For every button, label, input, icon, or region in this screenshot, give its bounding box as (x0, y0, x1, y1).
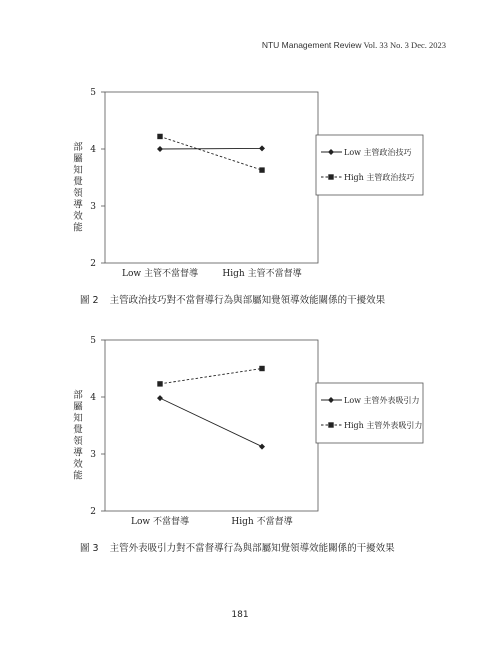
series-line-high (160, 369, 262, 384)
legend-label: Low 主管外表吸引力 (344, 396, 420, 405)
legend-box (316, 135, 423, 195)
series-line-low (160, 398, 262, 446)
x-category-label: Low 主管不當督導 (122, 269, 198, 279)
figure-2-svg (0, 80, 480, 280)
figure-3-svg (0, 328, 480, 528)
legend-marker-square (328, 422, 333, 427)
x-category-label: High 不當督導 (231, 517, 293, 527)
running-header (262, 40, 446, 50)
figure-2-caption (80, 292, 385, 306)
y-tick-label: 2 (90, 259, 96, 269)
figure-2-chart (0, 80, 480, 280)
journal-volume: Vol. 33 No. 3 Dec. 2023 (363, 40, 446, 50)
plot-frame (105, 340, 318, 511)
figure-2-caption-text: 主管政治技巧對不當督導行為與部屬知覺領導效能關係的干擾效果 (109, 295, 386, 306)
legend-label: High 主管外表吸引力 (344, 421, 423, 430)
legend-label: Low 主管政治技巧 (344, 148, 412, 157)
figure-3-chart (0, 328, 480, 528)
y-tick-label: 4 (90, 145, 96, 155)
series-line-low (160, 148, 262, 149)
y-axis-label: 部屬知覺領導效能 (73, 142, 83, 234)
legend-marker-square (328, 174, 333, 179)
data-point-square (259, 366, 264, 371)
data-point-diamond (259, 444, 265, 450)
y-tick-label: 4 (90, 393, 96, 403)
data-point-diamond (259, 145, 265, 151)
journal-name: NTU Management Review (261, 40, 362, 50)
y-tick-label: 5 (90, 336, 96, 346)
x-category-label: High 主管不當督導 (222, 269, 302, 279)
data-point-square (157, 134, 162, 139)
legend-label: High 主管政治技巧 (344, 173, 415, 182)
x-category-label: Low 不當督導 (131, 517, 189, 527)
y-axis-label: 部屬知覺領導效能 (73, 390, 83, 482)
page-number: 181 (231, 610, 249, 620)
plot-frame (105, 92, 318, 263)
figure-3-number: 圖 3 (80, 543, 99, 554)
figure-2-number: 圖 2 (80, 295, 99, 306)
data-point-diamond (157, 146, 163, 152)
series-line-high (160, 136, 262, 170)
data-point-diamond (157, 395, 163, 401)
figure-3-caption-text: 主管外表吸引力對不當督導行為與部屬知覺領導效能關係的干擾效果 (109, 543, 395, 554)
y-tick-label: 3 (90, 202, 96, 212)
legend-box (316, 383, 423, 443)
y-tick-label: 2 (90, 507, 96, 517)
figure-3-caption (80, 540, 395, 554)
data-point-square (157, 381, 162, 386)
data-point-square (259, 167, 264, 172)
y-tick-label: 5 (90, 88, 96, 98)
y-tick-label: 3 (90, 450, 96, 460)
